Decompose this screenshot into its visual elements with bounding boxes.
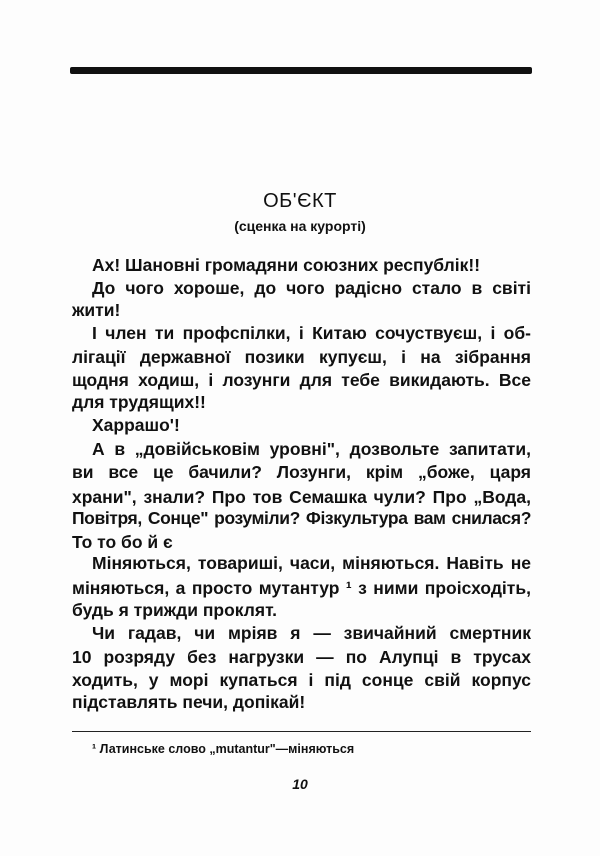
text-line: Харрашо'! [92, 415, 180, 435]
text-line: ви все це бачили? Лозунги, крім „боже, царя [72, 462, 531, 482]
text-line: 10 розряду без нагрузки — по Алупці в трусах [72, 647, 531, 667]
text-line: ходить, у морі купаться і під сонце свій корпус [72, 670, 531, 690]
footnote: ¹ Латинське слово „mutantur"—міняються [92, 742, 355, 756]
page-number: 10 [292, 776, 308, 792]
text-line: міняються, а просто мутантур ¹ з ними проісходіть, [72, 578, 531, 598]
text-line: щодня ходиш, і лозунги для тебе викидають. Все [72, 370, 531, 390]
footnote-rule [72, 731, 531, 732]
text-line: жити! [72, 300, 121, 320]
text-line: лігації державної позики купуєш, і на зібрання [72, 347, 531, 367]
text-line: Міняються, товариші, часи, міняються. Навіть не [92, 553, 531, 573]
text-line: Ах! Шановні громадяни союзних республік!! [92, 255, 481, 275]
text-line: До чого хороше, до чого радісно стало в світі [92, 278, 531, 298]
text-line: підставлять печи, допікай! [72, 692, 306, 712]
text-line: І член ти профспілки, і Китаю сочуствуєш, і об- [92, 323, 531, 343]
page-title: ОБ'ЄКТ [263, 190, 337, 212]
text-line: То то бо й є [72, 532, 173, 552]
text-line: Чи гадав, чи мріяв я — звичайний смертник [92, 623, 531, 643]
page-subtitle: (сценка на курорті) [234, 218, 366, 234]
header-rule [70, 67, 532, 74]
text-line: для трудящих!! [72, 392, 206, 412]
text-line: А в „довійськовім уровні", дозвольте запитати, [92, 439, 531, 459]
text-line: будь я трижди проклят. [72, 600, 277, 620]
text-line: Повітря, Сонце" розуміли? Фізкультура вам снилася? [72, 508, 531, 528]
text-line: храни", знали? Про тов Семашка чули? Про „Вода, [72, 487, 531, 507]
